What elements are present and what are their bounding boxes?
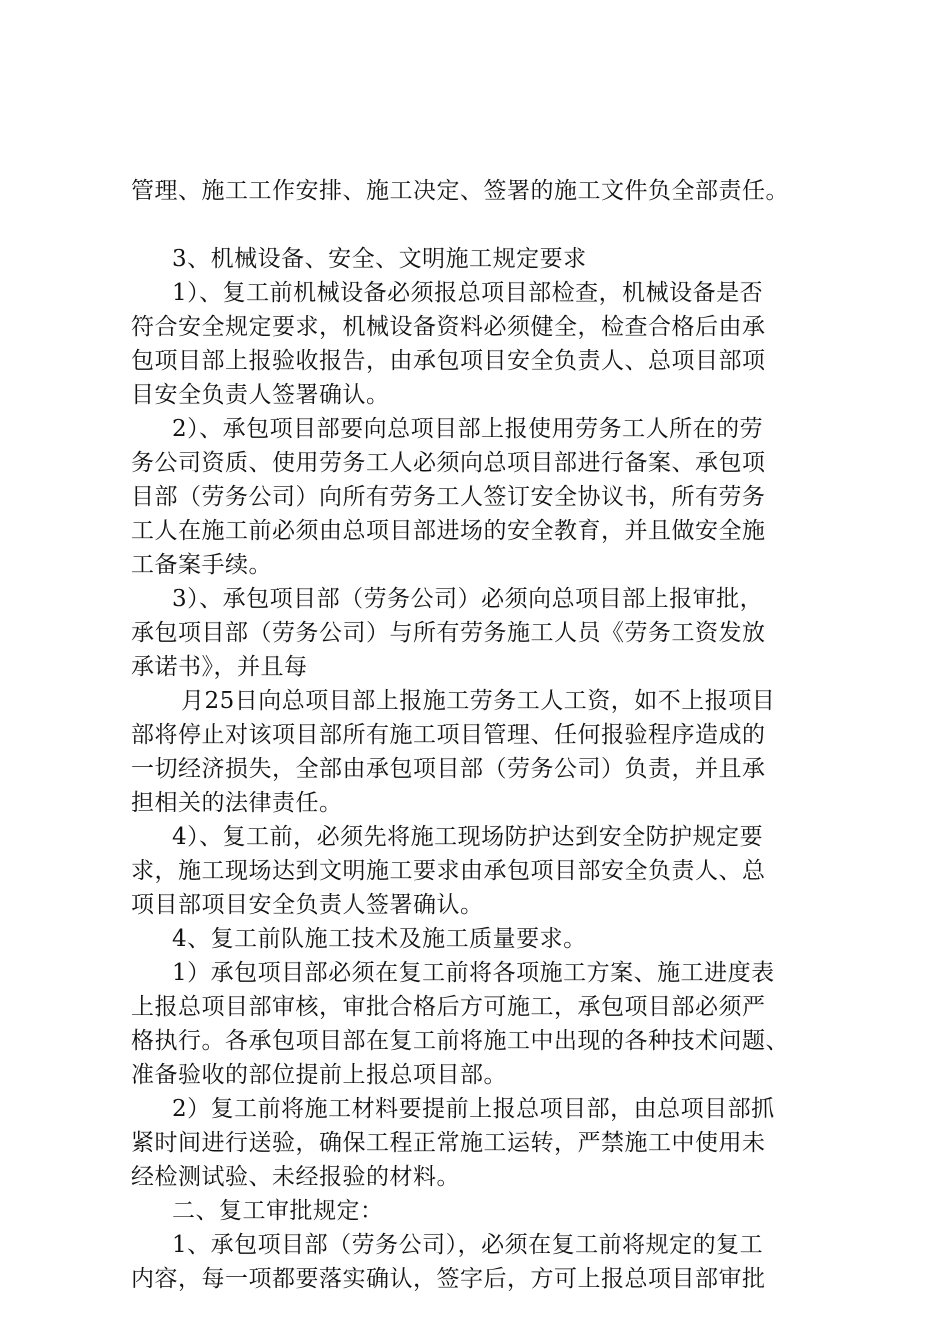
text-line: 承包项目部（劳务公司）与所有劳务施工人员《劳务工资发放 bbox=[131, 620, 766, 646]
text-line: 管理、施工工作安排、施工决定、签署的施工文件负全部责任。 bbox=[131, 178, 789, 204]
section-heading: 3、机械设备、安全、文明施工规定要求 bbox=[172, 246, 587, 272]
text-line: 1）承包项目部必须在复工前将各项施工方案、施工进度表 bbox=[172, 960, 775, 986]
text-line: 工人在施工前必须由总项目部进场的安全教育，并且做安全施 bbox=[131, 518, 766, 544]
text-line: 4）、复工前，必须先将施工现场防护达到安全防护规定要 bbox=[172, 824, 764, 850]
text-line: 项目部项目安全负责人签署确认。 bbox=[131, 892, 484, 918]
text-line: 一切经济损失，全部由承包项目部（劳务公司）负责，并且承 bbox=[131, 756, 766, 782]
text-line: 经检测试验、未经报验的材料。 bbox=[131, 1164, 460, 1190]
text-line: 2）、承包项目部要向总项目部上报使用劳务工人所在的劳 bbox=[172, 416, 764, 442]
section-heading: 4、复工前队施工技术及施工质量要求。 bbox=[172, 926, 587, 952]
text-line: 承诺书》，并且每 bbox=[131, 654, 308, 680]
text-line: 紧时间进行送验，确保工程正常施工运转，严禁施工中使用未 bbox=[131, 1130, 766, 1156]
text-line: 目安全负责人签署确认。 bbox=[131, 382, 390, 408]
text-line: 部将停止对该项目部所有施工项目管理、任何报验程序造成的 bbox=[131, 722, 766, 748]
text-line: 上报总项目部审核，审批合格后方可施工，承包项目部必须严 bbox=[131, 994, 766, 1020]
text-line: 工备案手续。 bbox=[131, 552, 272, 578]
text-line: 1）、复工前机械设备必须报总项目部检查，机械设备是否 bbox=[172, 280, 764, 306]
section-heading: 二、复工审批规定： bbox=[172, 1198, 384, 1224]
text-line: 月25日向总项目部上报施工劳务工人工资，如不上报项目 bbox=[181, 688, 776, 714]
text-line: 3）、承包项目部（劳务公司）必须向总项目部上报审批， bbox=[172, 586, 764, 612]
text-line: 内容，每一项都要落实确认，签字后，方可上报总项目部审批 bbox=[131, 1266, 766, 1292]
text-line: 格执行。各承包项目部在复工前将施工中出现的各种技术问题、 bbox=[131, 1028, 789, 1054]
text-line: 2）复工前将施工材料要提前上报总项目部，由总项目部抓 bbox=[172, 1096, 775, 1122]
text-line: 求，施工现场达到文明施工要求由承包项目部安全负责人、总 bbox=[131, 858, 766, 884]
text-line: 1、承包项目部（劳务公司），必须在复工前将规定的复工 bbox=[172, 1232, 764, 1258]
text-line: 担相关的法律责任。 bbox=[131, 790, 343, 816]
text-line: 目部（劳务公司）向所有劳务工人签订安全协议书，所有劳务 bbox=[131, 484, 766, 510]
text-line: 准备验收的部位提前上报总项目部。 bbox=[131, 1062, 507, 1088]
text-line: 包项目部上报验收报告，由承包项目安全负责人、总项目部项 bbox=[131, 348, 766, 374]
text-line: 符合安全规定要求，机械设备资料必须健全，检查合格后由承 bbox=[131, 314, 766, 340]
text-line: 务公司资质、使用劳务工人必须向总项目部进行备案、承包项 bbox=[131, 450, 766, 476]
